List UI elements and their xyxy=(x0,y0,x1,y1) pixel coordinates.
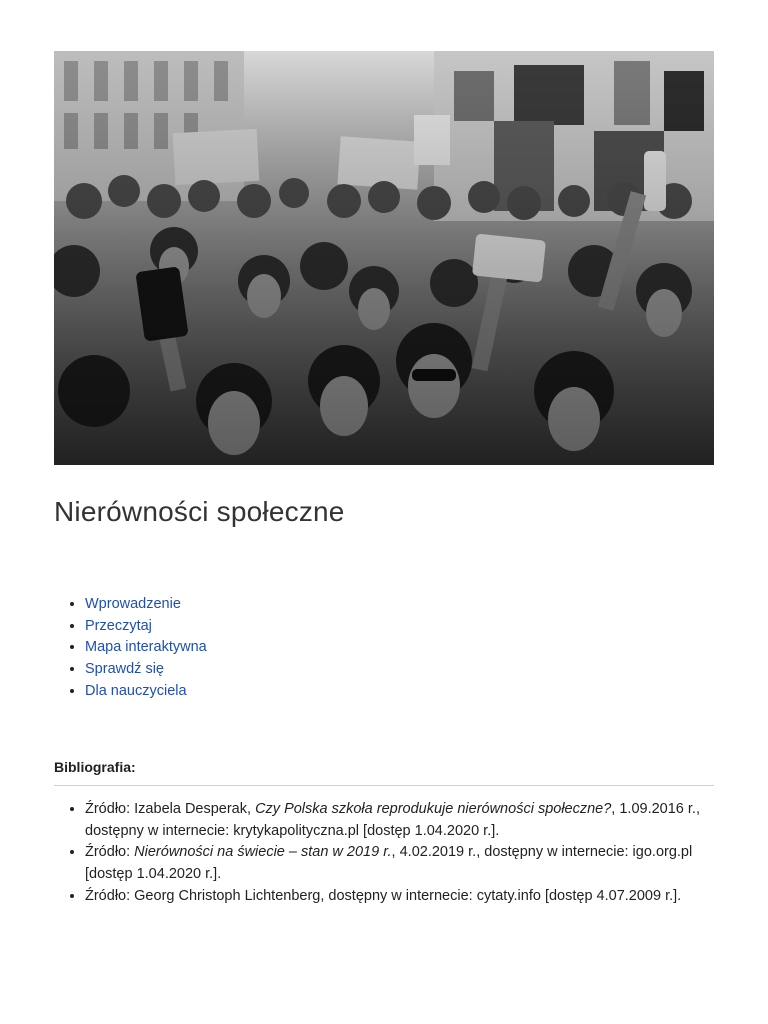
entry-prefix: Źródło: xyxy=(85,844,135,861)
entry-prefix: Źródło: Georg Christoph Lichtenberg, dostępny w internecie: cytaty.info [dostęp 4.07.2009 r.]. xyxy=(85,887,682,904)
entry-title: Nierówności na świecie – stan w 2019 r. xyxy=(134,844,392,861)
page-title: Nierówności społeczne xyxy=(54,496,345,527)
entry-prefix: Źródło: Izabela Desperak, xyxy=(85,801,256,817)
entry-suffix: , 1.09.2016 r., dostępny w internecie: krytykapolityczna.pl [dostęp 1.04.2020 r.]. xyxy=(85,801,700,839)
toc-item-read xyxy=(85,616,207,638)
hero-photo xyxy=(54,51,714,465)
entry-title: Czy Polska szkoła reprodukuje nierówności społeczne? xyxy=(255,801,612,817)
entry-suffix: , 4.02.2019 r., dostępny w internecie: igo.org.pl [dostęp 1.04.2020 r.]. xyxy=(85,844,693,883)
protest-crowd-illustration xyxy=(54,51,714,465)
bibliography-divider xyxy=(54,785,714,786)
toc-link-introduction[interactable]: Wprowadzenie xyxy=(85,596,181,612)
toc-item-introduction xyxy=(85,594,207,616)
bibliography-list xyxy=(54,799,714,908)
bibliography-entry xyxy=(85,842,704,885)
bibliography-entry xyxy=(85,886,704,908)
toc-link-read[interactable]: Przeczytaj xyxy=(85,617,152,634)
toc-item-for-teacher xyxy=(85,681,207,703)
toc-item-interactive-map xyxy=(85,637,207,659)
bibliography-entry xyxy=(85,799,704,842)
toc-link-check-yourself[interactable]: Sprawdź się xyxy=(85,661,164,678)
bibliography-heading: Bibliografia: xyxy=(54,759,136,775)
table-of-contents xyxy=(54,594,207,703)
toc-item-check-yourself xyxy=(85,659,207,681)
toc-link-for-teacher[interactable]: Dla nauczyciela xyxy=(85,682,187,699)
toc-link-interactive-map[interactable]: Mapa interaktywna xyxy=(85,639,207,656)
